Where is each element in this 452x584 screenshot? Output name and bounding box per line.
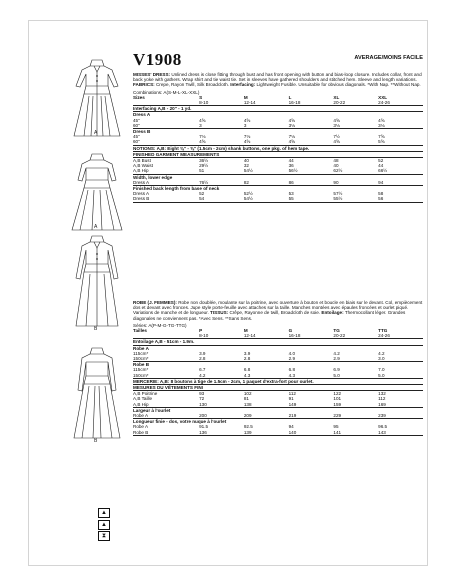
dress-b-front-drawing — [64, 232, 130, 328]
table-cell: 7⅝ — [378, 134, 385, 140]
finished-measurements-title: FINISHED GARMENT MEASUREMENTS — [133, 151, 220, 157]
size-sub-cell: 24-26 — [378, 100, 390, 106]
figure-label: A — [94, 224, 98, 230]
table-cell: 4.2 — [378, 350, 385, 356]
size-header-cell: Tailles — [133, 328, 147, 334]
table-cell: 55 — [288, 196, 294, 202]
table-cell: 130 — [199, 401, 207, 407]
table-cell: 2.8 — [199, 356, 206, 362]
table-cell: 57½ — [333, 191, 343, 197]
description-fr — [133, 300, 423, 321]
table-cell: 112 — [378, 396, 386, 402]
size-sub-cell: 8-10 — [199, 100, 209, 106]
table-cell: 6.9 — [333, 367, 340, 373]
dress-a-back-figure — [64, 150, 130, 232]
table-cell: 136 — [199, 429, 207, 435]
table-cell: 55½ — [333, 196, 343, 202]
table-cell: 3⅛ — [333, 122, 340, 128]
dress-a-label: Dress A — [133, 112, 151, 118]
table-cell: 51 — [199, 168, 205, 174]
notions: NOTIONS: A,B: Eight ⅜" - ⅝" (1.5cm - 2cm) shank buttons, one pkg. of hem tape. — [133, 145, 310, 151]
table-cell: 4⅝ — [243, 117, 251, 123]
table-cell: 139 — [243, 429, 252, 435]
table-cell: 6.8 — [288, 367, 296, 373]
table-cell: A,B Poitrine — [133, 391, 158, 397]
table-row — [133, 430, 423, 436]
table-cell: 4⅝ — [333, 139, 340, 145]
table-cell: 91 — [288, 396, 294, 402]
table-cell: 76½ — [199, 179, 209, 185]
table-cell: 122 — [333, 391, 342, 397]
table-cell: 209 — [243, 413, 252, 419]
table-cell: 82 — [243, 179, 249, 185]
table-cell: 132 — [378, 391, 386, 397]
table-cell: 4⅝ — [199, 117, 206, 123]
table-cell: 6.8 — [243, 367, 251, 373]
table-row — [133, 196, 423, 202]
table-cell: A,B Hip — [133, 168, 149, 174]
table-cell: A,B Taille — [133, 396, 153, 402]
fabrics-text: Crepe, Rayon Twill, Silk Broadcloth. — [155, 82, 229, 88]
largeur-label: Largeur à l'ourlet — [133, 407, 171, 413]
table-cell: 143 — [378, 429, 386, 435]
table-cell: 2.8 — [243, 356, 251, 362]
table-cell: 229 — [333, 413, 342, 419]
size-sub-cell: 12-14 — [243, 333, 256, 339]
table-cell: 3 — [199, 122, 202, 128]
table-cell: 3.9 — [243, 350, 251, 356]
table-cell: 4⅝ — [288, 117, 296, 123]
table-cell: 4⅝ — [378, 117, 385, 123]
interfacing-label: Interfacing: — [230, 82, 256, 88]
longueur-label: Longueur finie - dos, votre nuque à l'ourlet — [133, 419, 227, 425]
table-cell: 32 — [243, 163, 249, 169]
table-cell: A,B Waist — [133, 163, 153, 169]
difficulty-label: AVERAGE/MOINS FACILE — [354, 55, 423, 61]
table-cell: 60" — [133, 122, 140, 128]
table-cell: 150cm* — [133, 372, 149, 378]
size-header-cell: G — [288, 328, 293, 334]
table-cell: 29½ — [199, 163, 209, 169]
table-cell: 52½ — [243, 191, 253, 197]
dress-b-back-drawing — [64, 344, 130, 440]
interfacing-text: Thermocollant léger. — [344, 310, 387, 316]
table-cell: 4⅝ — [288, 139, 296, 145]
table-cell: 5.0 — [378, 372, 385, 378]
table-cell: 7⅛ — [199, 134, 206, 140]
size-header-cell: Sizes — [133, 94, 145, 100]
interfacing-row: Entoilage A,B - 51cm - 1.9m. — [133, 339, 195, 345]
table-cell: 4⅝ — [333, 117, 340, 123]
mercerie: MERCERIE: A,B: 8 boutons à tige de 1.5cm - 2cm, 1 paquet d'extra-fort pour ourlet. — [133, 378, 314, 384]
size-header-cell: XL — [333, 94, 340, 100]
width-label: Width, lower edge — [133, 174, 173, 180]
table-cell: 36 — [288, 163, 294, 169]
table-cell: 169 — [378, 401, 386, 407]
table-cell: 45" — [133, 134, 140, 140]
table-cell: Dress B — [133, 196, 150, 202]
figure-label: B — [94, 438, 98, 444]
pattern-number: V1908 — [133, 50, 182, 69]
table-cell: 3⅛ — [378, 122, 385, 128]
table-cell: Robe A — [133, 424, 149, 430]
hourglass-icon: ⧗ — [98, 531, 110, 541]
table-cell: 54½ — [243, 168, 253, 174]
table-cell: 150cm* — [133, 356, 149, 362]
table-cell: 219 — [288, 413, 297, 419]
robe-a-label: Robe A — [133, 345, 149, 351]
table-cell: 4⅝ — [243, 139, 251, 145]
table-cell: 62½ — [333, 168, 343, 174]
table-cell: 66½ — [378, 168, 388, 174]
robe-b-label: Robe B — [133, 362, 150, 368]
table-cell: 52 — [378, 158, 384, 164]
table-cell: Dress A — [133, 191, 150, 197]
dress-b-back-figure — [64, 344, 130, 444]
table-cell: 141 — [333, 429, 342, 435]
description-en — [133, 72, 423, 88]
yardage-table-fr — [133, 328, 423, 436]
table-cell: 94 — [378, 179, 384, 185]
table-cell: 45" — [133, 117, 140, 123]
french-section — [133, 300, 423, 436]
table-cell: 44 — [288, 158, 294, 164]
dress-b-label: Dress B — [133, 129, 151, 135]
dress-a-back-drawing — [64, 150, 130, 232]
interfacing-text: Lightweight Fusible. Unsuitable for obvious diagonals. — [256, 82, 367, 88]
combinations: Combinations: A(S-M-L-XL-XXL) — [133, 89, 200, 95]
table-cell: 3 — [243, 122, 247, 128]
table-cell: 40 — [243, 158, 249, 164]
table-cell: 94 — [288, 424, 294, 430]
table-cell: 36½ — [199, 158, 209, 164]
table-cell: 3⅛ — [288, 122, 296, 128]
fabrics-label: FABRICS: — [133, 82, 155, 88]
yardage-table-en — [133, 95, 423, 203]
table-cell: 7.0 — [378, 367, 385, 373]
table-cell: 4.0 — [288, 350, 296, 356]
size-sub-cell: 8-10 — [199, 333, 209, 339]
table-cell: 3.9 — [199, 350, 206, 356]
table-cell: 5.0 — [333, 372, 340, 378]
table-cell: 52 — [199, 191, 205, 197]
table-cell: 5⅝ — [378, 139, 385, 145]
table-cell: 4.2 — [333, 350, 340, 356]
triangle-up-outline-icon: ▲ — [98, 520, 110, 530]
size-header-cell: M — [243, 328, 248, 334]
table-cell: 3.0 — [378, 356, 385, 362]
size-header-cell: S — [199, 94, 203, 100]
size-header-cell: TTG — [378, 328, 388, 334]
table-cell: 54 — [199, 196, 205, 202]
table-cell: 102 — [243, 391, 252, 397]
dress-a-front-drawing — [64, 56, 130, 138]
table-cell: 2.9 — [288, 356, 296, 362]
size-sub-cell: 20-22 — [333, 333, 346, 339]
table-cell: 95 — [333, 424, 339, 430]
figure-label: A — [94, 130, 98, 136]
description-title: MISSES' DRESS: — [133, 72, 171, 77]
table-cell: 200 — [199, 413, 207, 419]
size-header-cell: TG — [333, 328, 340, 334]
figure-label: B — [94, 326, 98, 332]
dress-b-front-figure — [64, 232, 130, 332]
table-cell: 90 — [333, 179, 339, 185]
table-cell: 115cm* — [133, 350, 149, 356]
interfacing-row: Interfacing A,B - 20" - 1 yd. — [133, 106, 192, 112]
table-cell: 91.5 — [199, 424, 209, 430]
table-cell: A,B Bust — [133, 158, 151, 164]
table-cell: 53 — [288, 191, 294, 197]
table-cell: 7⅛ — [243, 134, 251, 140]
size-header-cell: L — [288, 94, 292, 100]
english-section — [133, 72, 423, 203]
table-cell: 56½ — [288, 168, 298, 174]
size-sub-cell: 24-26 — [378, 333, 390, 339]
pattern-header — [133, 50, 423, 69]
table-cell: 101 — [333, 396, 342, 402]
table-cell: 4⅝ — [199, 139, 206, 145]
table-cell: 92.5 — [243, 424, 253, 430]
table-cell: Dress A — [133, 179, 150, 185]
table-cell: 54½ — [243, 196, 253, 202]
size-header-cell: M — [243, 94, 248, 100]
table-cell: 48 — [333, 158, 339, 164]
length-label: Finished back length from base of neck — [133, 186, 220, 192]
size-header-cell: P — [199, 328, 203, 334]
table-cell: 7½ — [333, 134, 340, 140]
table-cell: 4.3 — [243, 372, 251, 378]
table-cell: 115cm* — [133, 367, 149, 373]
table-cell: 2.9 — [333, 356, 340, 362]
nap-notes: Grandes diagonales ne conviennent pas. *Avec Sens. **Sans Sens. — [133, 310, 406, 321]
dress-a-front-figure — [64, 56, 130, 138]
table-cell: 56 — [378, 196, 384, 202]
table-cell: 7⅛ — [288, 134, 296, 140]
table-cell: 138 — [243, 401, 252, 407]
size-sub-cell: 20-22 — [333, 100, 346, 106]
table-cell: Robe A — [133, 413, 149, 419]
size-sub-cell: 16-18 — [288, 100, 301, 106]
nap-notes: *With Nap. **Without Nap. — [367, 82, 421, 88]
table-cell: 58 — [378, 191, 384, 197]
size-sub-cell: 16-18 — [288, 333, 301, 339]
size-sub-cell: 12-14 — [243, 100, 256, 106]
table-cell: A,B Hip — [133, 401, 149, 407]
description-body: Unlined dress is close fitting through bust and has front opening with button and bias-loop closure. Includes collar, front and back yoke with gathers. Wrap shirt and tie waist tie. Set in sleeves have gathered shoulders and stitched hem. Sleeve and length variations. — [133, 72, 422, 83]
series: Séries: A(P-M-G-TG-TTG) — [133, 322, 187, 328]
table-cell: 112 — [288, 391, 296, 397]
fabrics-text: Crêpe, Rayonne de twill, Broadcloth de soie. — [229, 310, 321, 316]
mesures-title: MESURES DU VÊTEMENTS FINI — [133, 385, 203, 391]
table-cell: 81 — [243, 396, 249, 402]
table-cell: 140 — [288, 429, 297, 435]
table-cell: 149 — [288, 401, 297, 407]
description-body: Robe non doublée, moulante sur la poitrine, avec ouverture à bouton et boucle en biais sur le devant. Col, empiècement dos et devant avec fronces. Jupe style porte-feuille avec attaches sur la taille. Manches montées avec épaules froncées et ourlet piqué. Variations de manche et de longueur. — [133, 300, 423, 316]
description-title: ROBE (J. FEMMES): — [133, 300, 177, 305]
table-cell: 159 — [333, 401, 342, 407]
care-symbols — [98, 508, 110, 543]
table-cell: 96.5 — [378, 424, 388, 430]
interfacing-label: Entoilage: — [321, 310, 344, 316]
size-header-cell: XXL — [378, 94, 388, 100]
fabrics-label: TISSUS: — [210, 310, 229, 316]
table-cell: Robe B — [133, 429, 149, 435]
table-cell: 40 — [333, 163, 339, 169]
table-cell: 6.7 — [199, 367, 206, 373]
table-cell: 72 — [199, 396, 205, 402]
table-cell: 44 — [378, 163, 384, 169]
triangle-up-icon: ▲ — [98, 508, 110, 518]
table-cell: 4.3 — [288, 372, 296, 378]
table-cell: 4.2 — [199, 372, 206, 378]
table-cell: 93 — [199, 391, 205, 397]
table-cell: 86 — [288, 179, 294, 185]
table-cell: 60" — [133, 139, 140, 145]
table-cell: 239 — [378, 413, 386, 419]
